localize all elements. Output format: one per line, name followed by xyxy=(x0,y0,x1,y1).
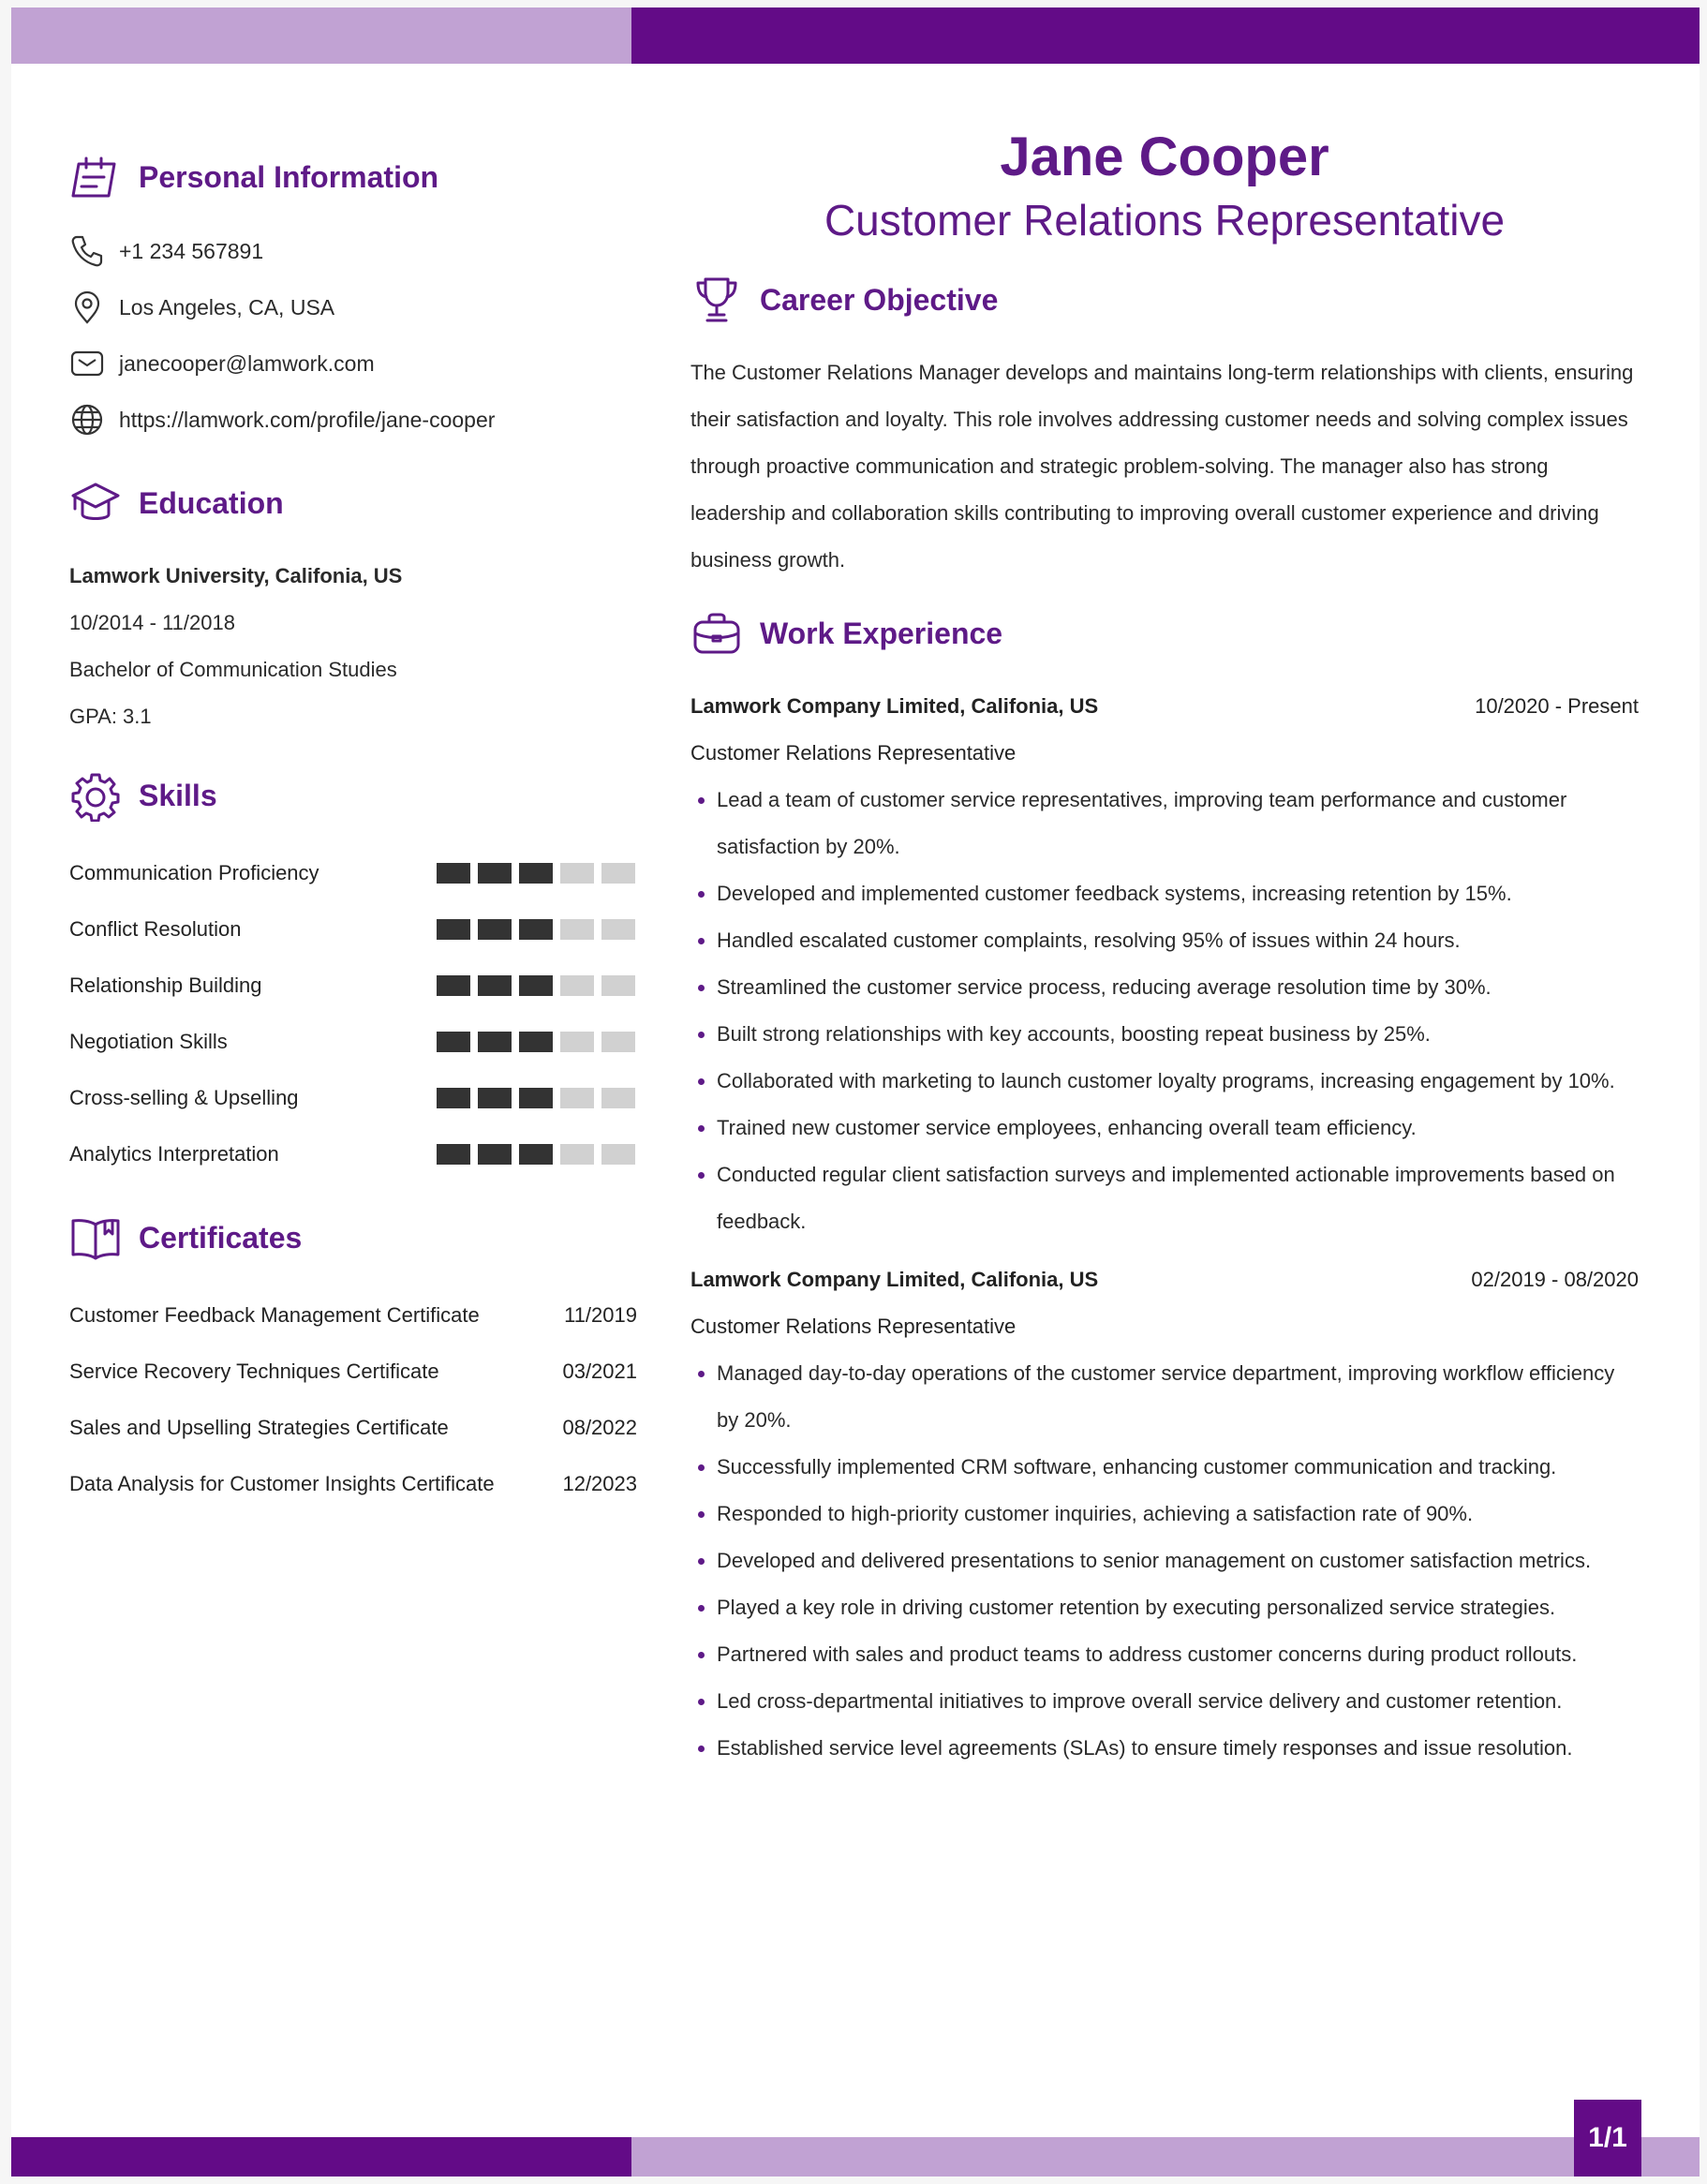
skill-level-block xyxy=(478,1144,512,1165)
skill-level-block xyxy=(560,919,594,940)
certificate-name: Customer Feedback Management Certificate xyxy=(69,1303,480,1327)
job-bullet: • Conducted regular client satisfaction surveys and implemented actionable improvements based on feedback. xyxy=(717,1151,1639,1245)
skill-name: Analytics Interpretation xyxy=(69,1142,279,1166)
job-bullet: • Trained new customer service employees, enhancing overall team efficiency. xyxy=(717,1105,1639,1151)
skill-level-block xyxy=(601,1144,635,1165)
skill-level-block xyxy=(519,919,553,940)
skill-level-block xyxy=(560,1088,594,1108)
website-link[interactable]: https://lamwork.com/profile/jane-cooper xyxy=(119,407,496,432)
education-section xyxy=(69,474,637,740)
skill-level-block xyxy=(437,919,470,940)
skill-row xyxy=(69,1014,637,1070)
certificate-name: Data Analysis for Customer Insights Certificate xyxy=(69,1472,495,1495)
contact-location xyxy=(69,279,637,335)
skill-level-block xyxy=(601,1088,635,1108)
education-details xyxy=(69,553,637,740)
section-header xyxy=(69,474,637,532)
skill-level-block xyxy=(560,1032,594,1052)
section-title: Certificates xyxy=(139,1220,303,1255)
job-list xyxy=(690,683,1639,1772)
section-title: Career Objective xyxy=(760,282,999,317)
certificates-section xyxy=(69,1209,637,1512)
skills-section xyxy=(69,766,637,1182)
certificate-name: Service Recovery Techniques Certificate xyxy=(69,1359,439,1383)
skill-level-block xyxy=(560,1144,594,1165)
certificate-date: 08/2022 xyxy=(562,1416,637,1439)
skill-level-block xyxy=(601,863,635,884)
top-bar-light xyxy=(11,7,631,64)
skill-row xyxy=(69,1070,637,1126)
skill-level-block xyxy=(478,863,512,884)
job-bullet: • Responded to high-priority customer inquiries, achieving a satisfaction rate of 90%. xyxy=(717,1491,1639,1538)
skill-level-block xyxy=(478,919,512,940)
skill-level-block xyxy=(478,975,512,996)
right-column xyxy=(690,125,1639,1772)
job-entry xyxy=(690,1256,1639,1772)
job-company: Lamwork Company Limited, Califonia, US xyxy=(690,694,1099,718)
skill-level-block xyxy=(519,1032,553,1052)
section-header xyxy=(690,604,1639,662)
location-pin-icon xyxy=(69,290,105,325)
skill-level-block xyxy=(519,863,553,884)
briefcase-icon xyxy=(690,607,743,660)
degree: Bachelor of Communication Studies xyxy=(69,658,397,681)
skill-name: Communication Proficiency xyxy=(69,861,319,884)
job-bullet: • Streamlined the customer service process, reducing average resolution time by 30%. xyxy=(717,964,1639,1011)
mail-icon xyxy=(69,346,105,381)
skill-level-block xyxy=(601,919,635,940)
job-bullets xyxy=(690,1350,1639,1772)
skill-level-meter xyxy=(437,1088,635,1108)
graduation-cap-icon xyxy=(69,477,122,529)
job-bullet: • Lead a team of customer service representatives, improving team performance and customer satisfaction by 20%. xyxy=(717,777,1639,870)
job-bullet: • Handled escalated customer complaints, resolving 95% of issues within 24 hours. xyxy=(717,917,1639,964)
certificate-row xyxy=(69,1287,637,1344)
certificate-row xyxy=(69,1400,637,1456)
candidate-role: Customer Relations Representative xyxy=(824,196,1506,245)
job-header xyxy=(690,683,1639,730)
location-text: Los Angeles, CA, USA xyxy=(119,294,335,319)
skill-level-meter xyxy=(437,1032,635,1052)
skill-level-meter xyxy=(437,919,635,940)
skill-name: Negotiation Skills xyxy=(69,1030,228,1053)
job-bullet: • Led cross-departmental initiatives to improve overall service delivery and customer retention. xyxy=(717,1678,1639,1725)
certificate-row xyxy=(69,1456,637,1512)
globe-icon xyxy=(69,402,105,438)
phone-text[interactable]: +1 234 567891 xyxy=(119,238,264,263)
section-header xyxy=(69,148,637,206)
skill-level-block xyxy=(437,1088,470,1108)
job-bullet: • Managed day-to-day operations of the customer service department, improving workflow efficiency by 20%. xyxy=(717,1350,1639,1444)
section-header xyxy=(69,766,637,825)
skill-level-block xyxy=(437,975,470,996)
skill-level-meter xyxy=(437,1144,635,1165)
job-header xyxy=(690,1256,1639,1303)
skill-level-block xyxy=(437,1032,470,1052)
work-section xyxy=(690,604,1639,1772)
skill-level-block xyxy=(601,975,635,996)
gear-icon xyxy=(69,769,122,822)
skill-level-block xyxy=(519,1088,553,1108)
contact-phone xyxy=(69,223,637,279)
contact-list xyxy=(69,223,637,448)
job-bullet: • Built strong relationships with key accounts, boosting repeat business by 25%. xyxy=(717,1011,1639,1058)
job-bullets xyxy=(690,777,1639,1245)
email-text[interactable]: janecooper@lamwork.com xyxy=(119,350,375,376)
job-bullet: • Played a key role in driving customer retention by executing personalized service strategies. xyxy=(717,1584,1639,1631)
skill-level-block xyxy=(560,863,594,884)
certificate-list xyxy=(69,1287,637,1512)
personal-section xyxy=(69,148,637,448)
job-bullet: • Collaborated with marketing to launch customer loyalty programs, increasing engagement by 10%. xyxy=(717,1058,1639,1105)
skill-level-block xyxy=(601,1032,635,1052)
skill-level-block xyxy=(437,863,470,884)
objective-text: The Customer Relations Manager develops and maintains long-term relationships with clients, ensuring their satisfaction and loyalty. This role involves addressing customer needs and solving complex issues through proactive communication and strategic problem-solving. The manager also has strong leadership and collaboration skills contributing to improving overall customer experience and driving business growth. xyxy=(690,361,1634,572)
job-title: Customer Relations Representative xyxy=(690,1315,1017,1338)
section-title: Work Experience xyxy=(760,616,1003,650)
job-bullet: • Developed and implemented customer feedback systems, increasing retention by 15%. xyxy=(717,870,1639,917)
bottom-bar-light xyxy=(631,2137,1700,2177)
job-bullet: • Developed and delivered presentations to senior management on customer satisfaction metrics. xyxy=(717,1538,1639,1584)
page-number: 1/1 xyxy=(1574,2100,1641,2177)
job-company: Lamwork Company Limited, Califonia, US xyxy=(690,1268,1099,1291)
bottom-bar-dark xyxy=(11,2137,631,2177)
job-dates: 10/2020 - Present xyxy=(1475,694,1639,718)
education-dates: 10/2014 - 11/2018 xyxy=(69,611,235,634)
candidate-name: Jane Cooper xyxy=(1000,126,1329,187)
contact-email xyxy=(69,335,637,392)
section-title: Personal Information xyxy=(139,159,439,194)
phone-icon xyxy=(69,233,105,269)
skill-name: Cross-selling & Upselling xyxy=(69,1086,299,1109)
section-header xyxy=(69,1209,637,1267)
skill-level-block xyxy=(519,975,553,996)
skill-name: Relationship Building xyxy=(69,973,262,997)
skill-level-block xyxy=(478,1088,512,1108)
school-name: Lamwork University, Califonia, US xyxy=(69,564,403,587)
skill-name: Conflict Resolution xyxy=(69,917,242,941)
skill-row xyxy=(69,901,637,958)
certificate-date: 03/2021 xyxy=(562,1359,637,1383)
resume-page xyxy=(11,7,1700,2177)
job-title: Customer Relations Representative xyxy=(690,741,1017,765)
objective-section xyxy=(690,271,1639,584)
section-title: Education xyxy=(139,485,284,520)
certificate-row xyxy=(69,1344,637,1400)
gpa: GPA: 3.1 xyxy=(69,705,152,728)
calendar-note-icon xyxy=(69,151,122,203)
skill-level-block xyxy=(560,975,594,996)
skill-list xyxy=(69,845,637,1182)
job-bullet: • Partnered with sales and product teams to address customer concerns during product rollouts. xyxy=(717,1631,1639,1678)
job-bullet: • Established service level agreements (SLAs) to ensure timely responses and issue resolution. xyxy=(717,1725,1639,1772)
certificate-name: Sales and Upselling Strategies Certificate xyxy=(69,1416,449,1439)
skill-level-block xyxy=(519,1144,553,1165)
certificate-date: 12/2023 xyxy=(562,1472,637,1495)
section-header xyxy=(690,271,1639,329)
top-bar-dark xyxy=(631,7,1700,64)
left-column xyxy=(69,148,637,1512)
book-icon xyxy=(69,1211,122,1264)
skill-row xyxy=(69,1126,637,1182)
job-entry xyxy=(690,683,1639,1245)
skill-row xyxy=(69,958,637,1014)
trophy-icon xyxy=(690,274,743,326)
certificate-date: 11/2019 xyxy=(564,1303,637,1327)
skill-level-meter xyxy=(437,863,635,884)
section-title: Skills xyxy=(139,778,217,812)
contact-website xyxy=(69,392,637,448)
skill-level-block xyxy=(437,1144,470,1165)
job-bullet: • Successfully implemented CRM software, enhancing customer communication and tracking. xyxy=(717,1444,1639,1491)
skill-level-block xyxy=(478,1032,512,1052)
skill-level-meter xyxy=(437,975,635,996)
skill-row xyxy=(69,845,637,901)
job-dates: 02/2019 - 08/2020 xyxy=(1471,1268,1639,1291)
